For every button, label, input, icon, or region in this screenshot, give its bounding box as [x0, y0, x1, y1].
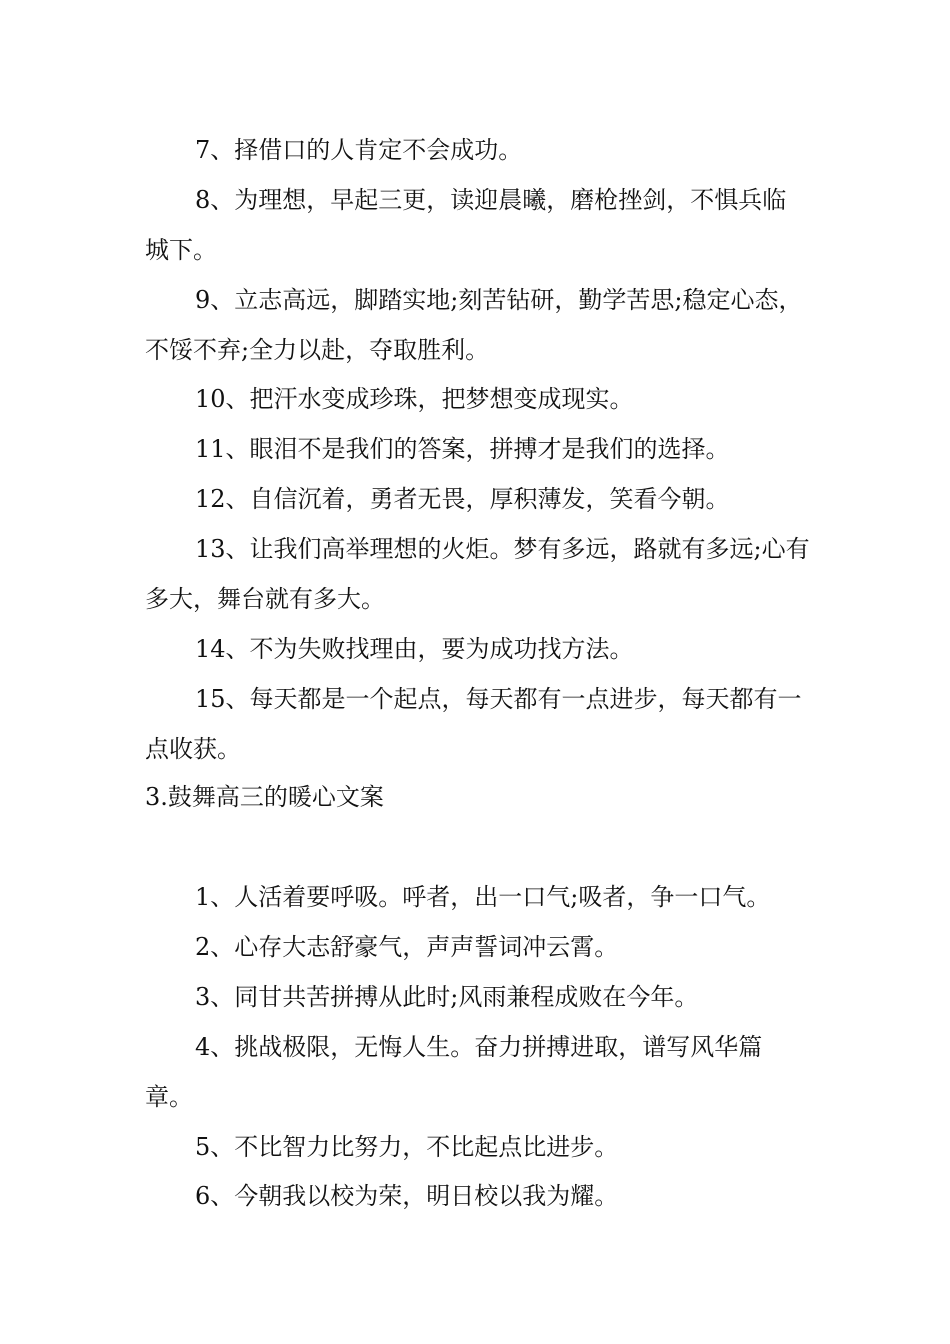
list-item: 12、自信沉着，勇者无畏，厚积薄发，笑看今朝。	[195, 485, 730, 513]
list-item: 2、心存大志舒豪气，声声誓词冲云霄。	[195, 933, 619, 961]
list-item: 9、立志高远，脚踏实地;刻苦钻研，勤学苦思;稳定心态，不馁不弃;全力以赴，夺取胜利。	[145, 286, 803, 364]
list-item: 8、为理想，早起三更，读迎晨曦，磨枪挫剑，不惧兵临城下。	[145, 186, 787, 264]
list-item: 11、眼泪不是我们的答案，拼搏才是我们的选择。	[195, 435, 730, 463]
list-item: 15、每天都是一个起点，每天都有一点进步，每天都有一点收获。	[145, 685, 802, 763]
list-item: 4、挑战极限，无悔人生。奋力拼搏进取，谱写风华篇章。	[145, 1033, 763, 1111]
list-item: 5、不比智力比努力，不比起点比进步。	[195, 1133, 619, 1161]
section-heading: 3.鼓舞高三的暖心文案	[145, 783, 384, 811]
list-item: 3、同甘共苦拼搏从此时;风雨兼程成败在今年。	[195, 983, 699, 1011]
list-item: 13、让我们高举理想的火炬。梦有多远，路就有多远;心有多大，舞台就有多大。	[145, 535, 810, 613]
list-item: 1、人活着要呼吸。呼者，出一口气;吸者，争一口气。	[195, 883, 771, 911]
list-item: 14、不为失败找理由，要为成功找方法。	[195, 635, 634, 663]
list-item: 7、择借口的人肯定不会成功。	[195, 136, 523, 164]
list-item: 6、今朝我以校为荣，明日校以我为耀。	[195, 1182, 619, 1210]
list-item: 10、把汗水变成珍珠，把梦想变成现实。	[195, 385, 634, 413]
